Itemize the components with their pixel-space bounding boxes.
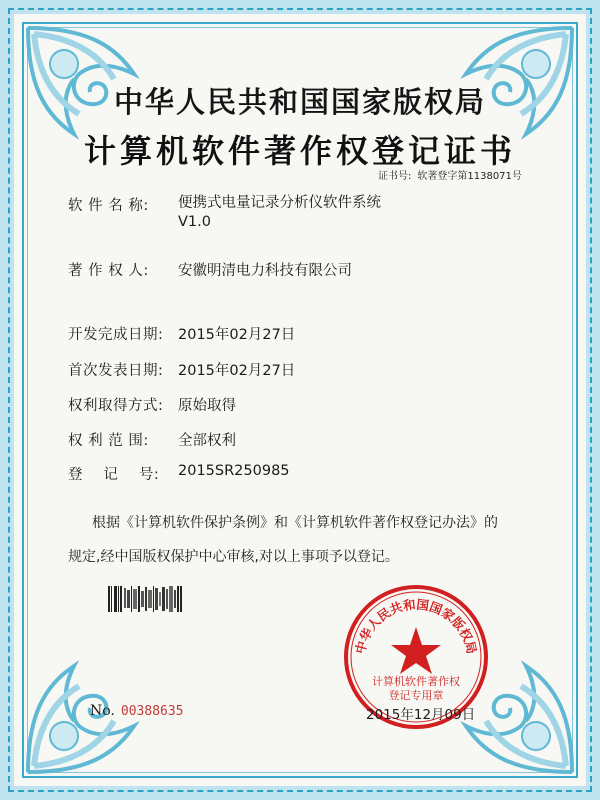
field-copyright-owner — [68, 259, 352, 280]
field-label: 开发完成日期: — [68, 327, 164, 343]
seal-ring-text: 中华人民共和国国家版权局 — [352, 596, 480, 656]
field-label: 著 作 权 人: — [68, 263, 149, 279]
field-label: 权 利 范 围: — [68, 433, 149, 449]
statement-line-2: 规定,经中国版权保护中心审核,对以上事项予以登记。 — [68, 549, 399, 565]
serial-prefix: No. — [90, 703, 115, 719]
seal-star-icon — [391, 627, 441, 674]
issuer-title: 中华人民共和国国家版权局 — [113, 85, 486, 119]
serial-value: 00388635 — [120, 704, 184, 719]
certificate-title: 计算机软件著作权登记证书 — [83, 132, 516, 170]
field-label: 首次发表日期: — [68, 363, 164, 379]
field-label: 权利取得方式: — [68, 398, 164, 414]
statement-line-1: 根据《计算机软件保护条例》和《计算机软件著作权登记办法》的 — [92, 515, 498, 531]
field-development-date — [68, 323, 295, 344]
field-first-publication-date — [68, 359, 295, 380]
field-value: 2015年02月27日 — [178, 327, 296, 343]
field-label: 软 件 名 称: — [68, 198, 149, 214]
field-value: 2015年02月27日 — [178, 363, 296, 379]
software-name-value: 便携式电量记录分析仪软件系统 — [178, 195, 381, 211]
software-version-value: V1.0 — [178, 214, 211, 230]
statement-paragraph — [68, 506, 538, 574]
field-value: 原始取得 — [178, 398, 236, 414]
field-acquisition-method — [68, 394, 236, 415]
issue-date: 2015年12月09日 — [366, 707, 476, 723]
field-software-name — [68, 194, 381, 232]
field-value: 安徽明清电力科技有限公司 — [178, 263, 352, 279]
seal-line-2: 登记专用章 — [388, 689, 444, 702]
seal-line-1: 计算机软件著作权 — [372, 675, 460, 688]
field-value: 全部权利 — [178, 433, 236, 449]
barcode — [108, 586, 182, 612]
field-value — [178, 194, 381, 232]
field-value: 2015SR250985 — [178, 463, 290, 479]
serial-number — [90, 703, 184, 719]
corner-ornament-bottom-left — [24, 626, 174, 776]
field-label: 登 记 号: — [68, 467, 160, 483]
field-registration-number — [68, 463, 290, 484]
certificate-number — [378, 167, 528, 182]
field-rights-scope — [68, 429, 236, 450]
certificate-number-value: 软著登字第1138071号 — [417, 171, 522, 182]
certificate-number-label: 证书号: — [378, 171, 412, 182]
